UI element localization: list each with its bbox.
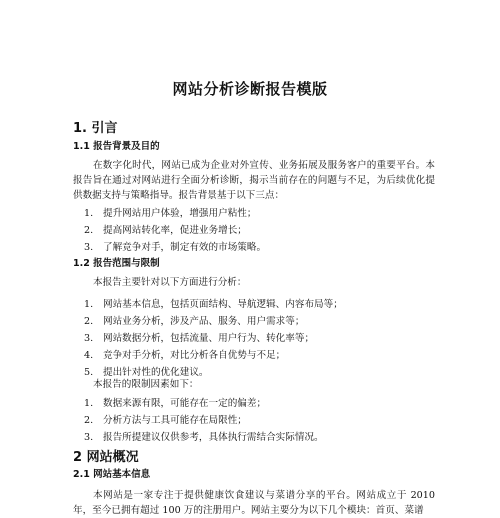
list-item: 1. 数据来源有限，可能存在一定的偏差； [84,398,267,409]
section-1-1-paragraph: 在数字化时代，网站已成为企业对外宣传、业务拓展及服务客户的重要平台。本报告旨在通过对网站进行全面分析诊断，揭示当前存在的问题与不足，为后续优化提供数据支持与策略指导。报告背景基于以下三点： [73,160,435,201]
list-item: 3. 了解竞争对手，制定有效的市场策略。 [84,242,267,253]
limits-intro: 本报告的限制因素如下： [93,379,199,390]
limits-list [84,395,324,446]
scope-intro: 本报告主要针对以下方面进行分析： [93,277,247,288]
list-item: 3. 报告所提建议仅供参考，具体执行需结合实际情况。 [84,432,324,443]
section-1-1-heading: 1.1 报告背景及目的 [73,141,160,152]
list-item: 1. 网站基本信息，包括页面结构、导航逻辑、内容布局等； [84,299,343,310]
list-item: 3. 网站数据分析，包括流量、用户行为、转化率等； [84,333,315,344]
section-1-2-heading: 1.2 报告范围与限制 [73,258,160,269]
list-item: 4. 竞争对手分析，对比分析各自优势与不足； [84,350,286,361]
list-item: 2. 提高网站转化率，促进业务增长； [84,225,247,236]
list-item: 2. 网站业务分析，涉及产品、服务、用户需求等； [84,316,305,327]
list-item: 2. 分析方法与工具可能存在局限性； [84,415,247,426]
list-item: 1. 提升网站用户体验，增强用户粘性； [84,208,257,219]
section-2-1-paragraph: 本网站是一家专注于提供健康饮食建议与菜谱分享的平台。网站成立于 2010 年，至今已拥有超过 100 万的注册用户。网站主要分为以下几个模块：首页、菜谱 [73,490,435,516]
list-item: 5. 提出针对性的优化建议。 [84,367,209,378]
section-2-heading: 2 网站概况 [73,450,139,465]
section-2-1-heading: 2.1 网站基本信息 [73,469,151,480]
objectives-list [84,205,266,256]
scope-list [84,296,343,381]
document-title: 网站分析诊断报告模版 [172,80,328,98]
section-1-heading: 1. 引言 [73,121,118,136]
